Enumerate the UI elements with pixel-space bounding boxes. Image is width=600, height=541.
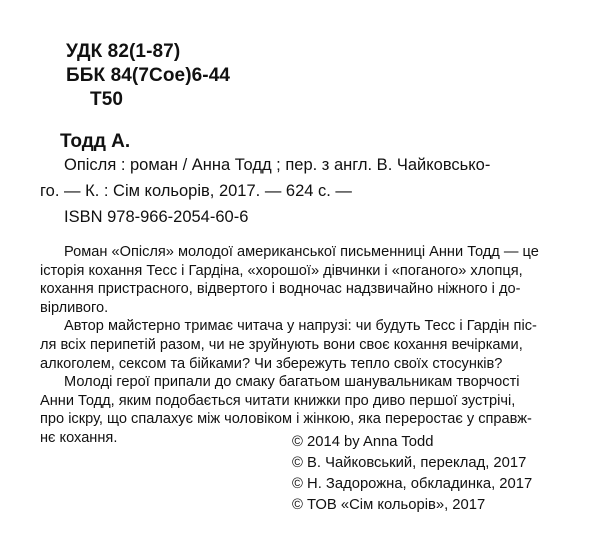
annotation-line: про іскру, що спалахує між чоловіком і жінкою, яка переростає у справж- xyxy=(40,411,532,428)
annotation-line: кохання пристрасного, відвертого і водночас надзвичайно ніжного і до- xyxy=(40,281,521,298)
annotation-line: Анни Тодд, яким подобається читати книжки про диво першої зустрічі, xyxy=(40,392,516,409)
annotation-line: ля всіх перипетій разом, чи не зруйнують вони своє кохання вечірками, xyxy=(40,336,523,353)
annotation xyxy=(40,243,560,448)
bibliographic-description xyxy=(40,152,560,230)
author-sign: Т50 xyxy=(90,89,124,110)
annotation-line: Роман «Опісля» молодої американської письменниці Анни Тодд — це xyxy=(64,244,539,260)
copyright-line: © Н. Задорожна, обкладинка, 2017 xyxy=(292,476,533,492)
biblio-line-1: Опісля : роман / Анна Тодд ; пер. з англ. В. Чайковсько- xyxy=(64,156,491,174)
author-heading: Тодд А. xyxy=(60,131,131,152)
biblio-line-2: го. — К. : Сім кольорів, 2017. — 624 с. — xyxy=(40,182,352,200)
annotation-line: вірливого. xyxy=(40,299,109,316)
copyright-notices xyxy=(292,432,532,516)
annotation-line: історія кохання Тесс і Гардіна, «хорошої» дівчинки і «поганого» хлопця, xyxy=(40,262,523,279)
isbn: ISBN 978-966-2054-60-6 xyxy=(64,208,249,226)
copyright-line: © ТОВ «Сім кольорів», 2017 xyxy=(292,497,486,513)
annotation-line: Автор майстерно тримає читача у напрузі: чи будуть Тесс і Гардін піс- xyxy=(64,318,537,335)
copyright-line: © В. Чайковський, переклад, 2017 xyxy=(292,455,527,471)
annotation-line: нє кохання. xyxy=(40,429,118,446)
copyright-line: © 2014 by Anna Todd xyxy=(292,434,434,450)
annotation-line: Молоді герої припали до смаку багатьом шанувальникам творчості xyxy=(64,374,520,391)
annotation-line: алкоголем, сексом та бійками? Чи збережуть тепло своїх стосунків? xyxy=(40,355,503,372)
classification-block xyxy=(66,40,230,112)
udk-code: УДК 82(1-87) xyxy=(66,41,181,62)
bbk-code: ББК 84(7Сое)6-44 xyxy=(66,65,231,86)
